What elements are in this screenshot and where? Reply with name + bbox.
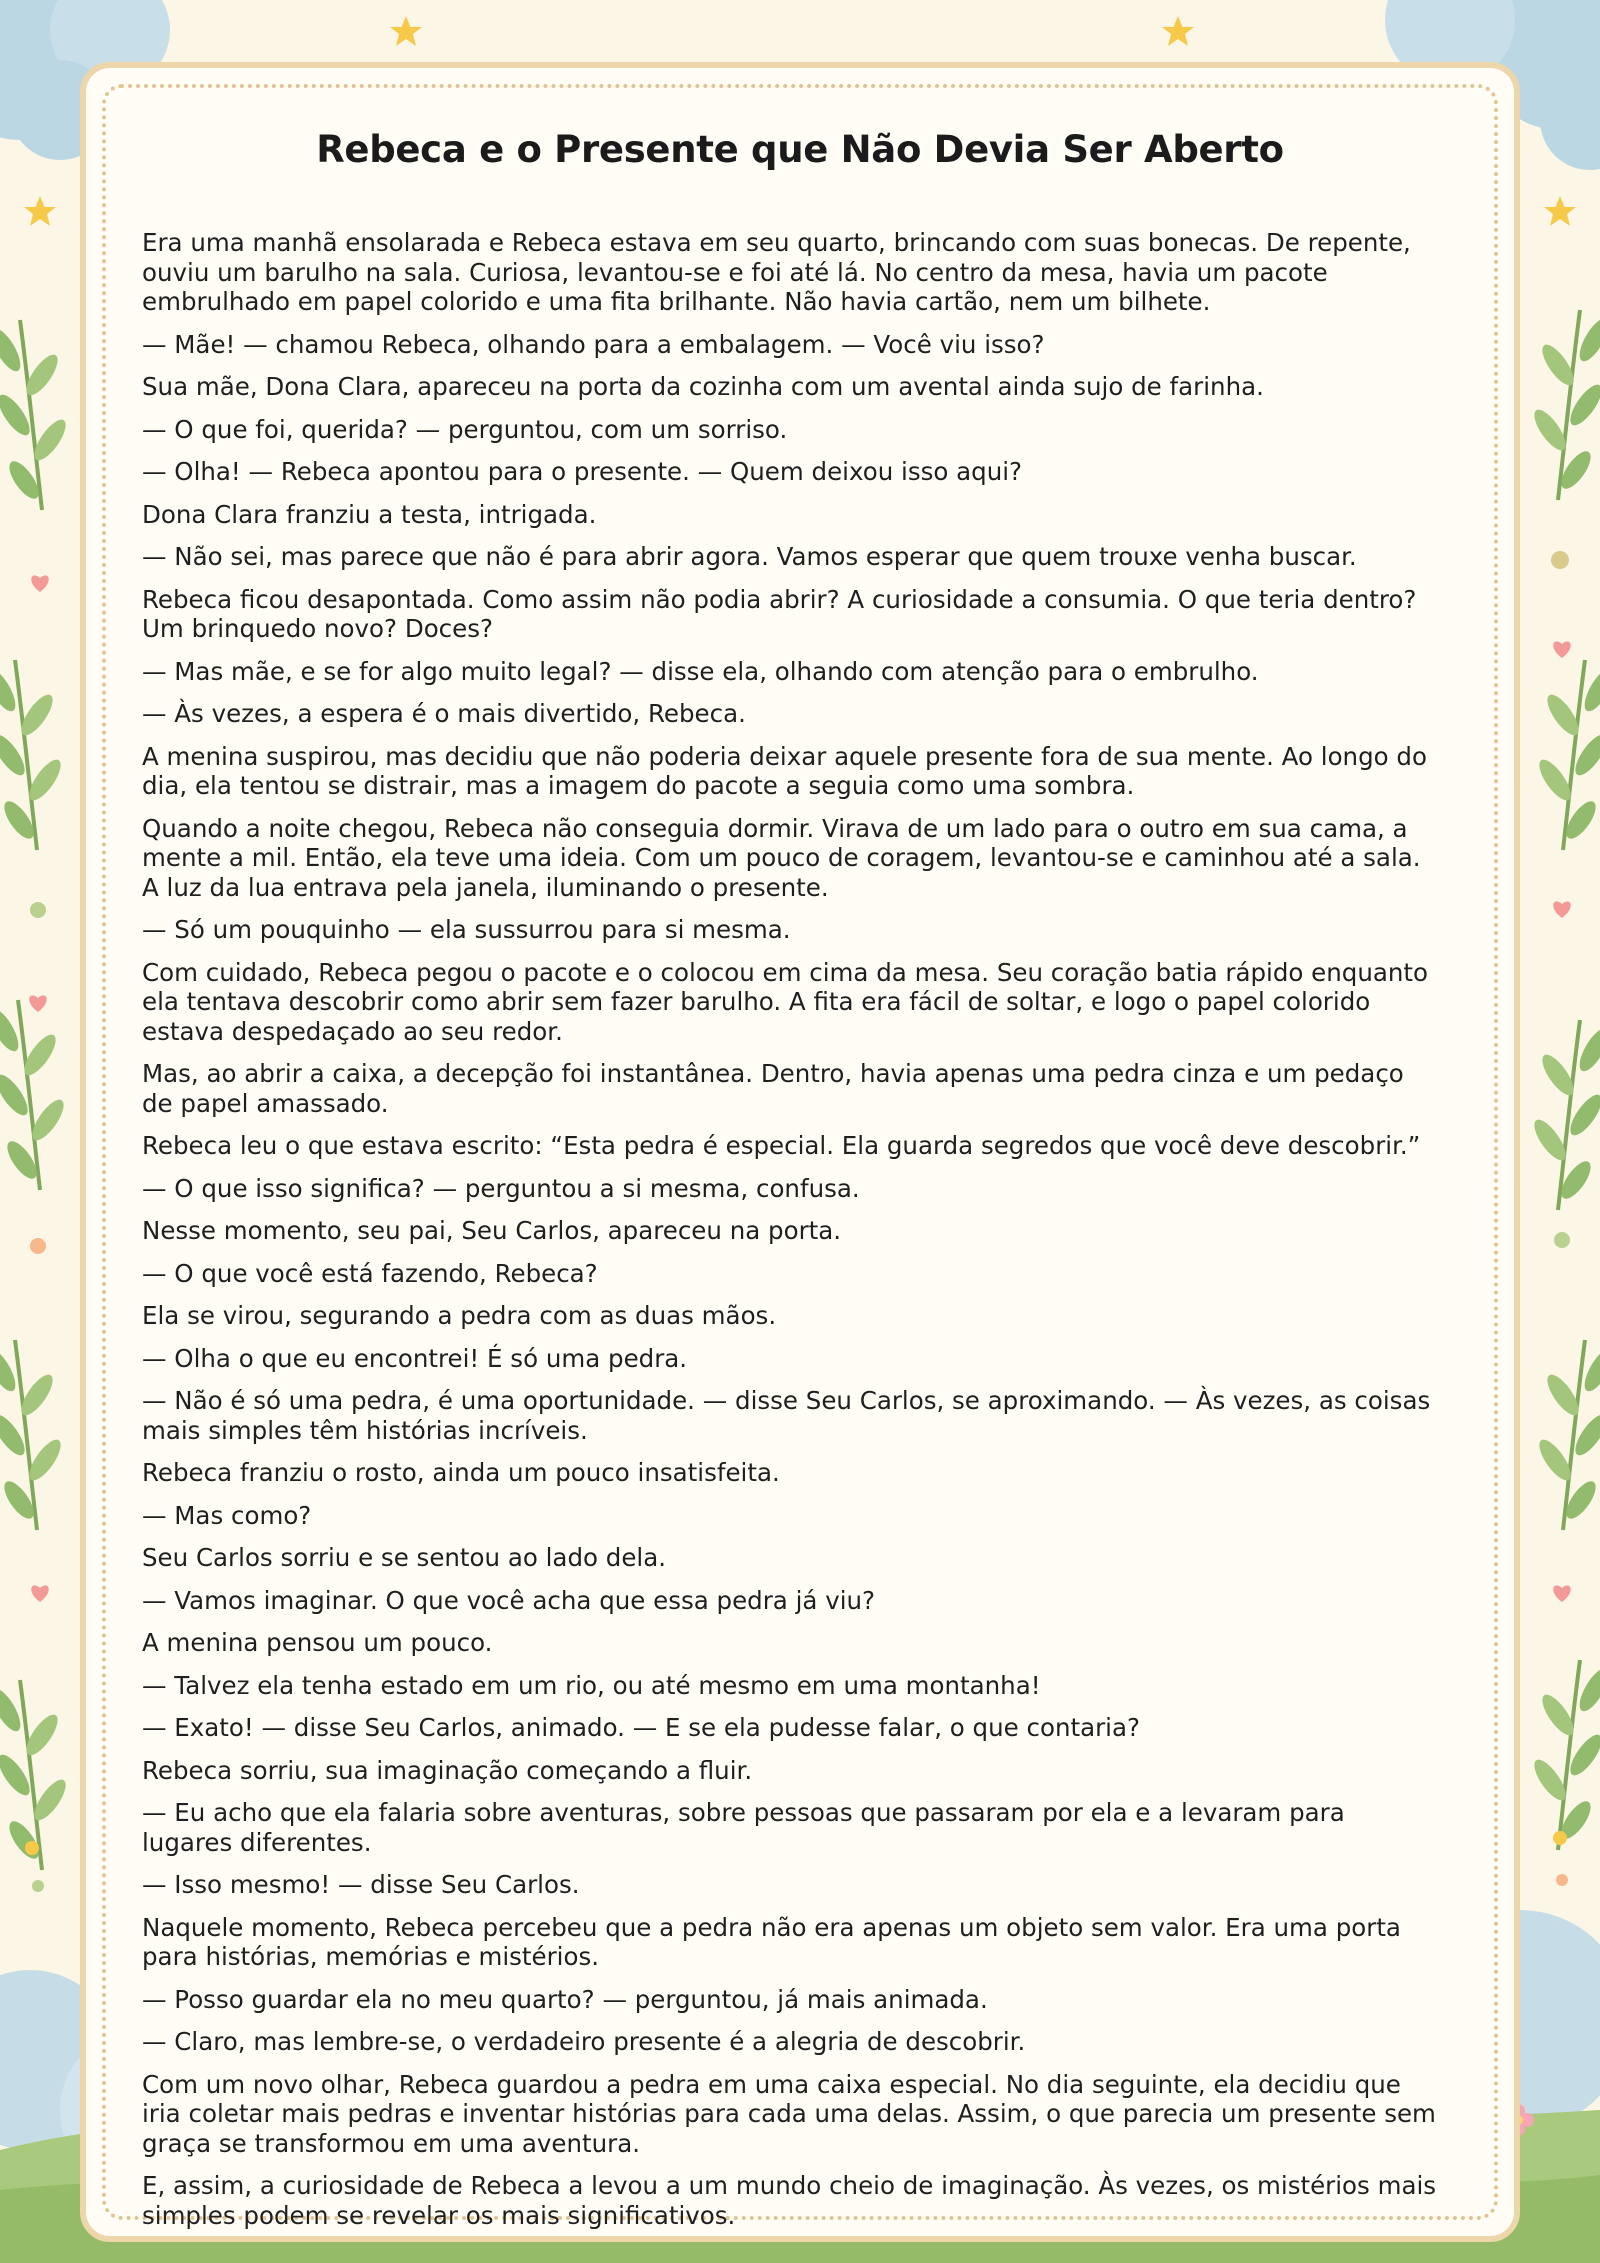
leaf-branch-icon (1534, 660, 1600, 850)
story-paragraph: Quando a noite chegou, Rebeca não conseguia dormir. Virava de um lado para o outro em sua cama, a mente a mil. Então, ela teve uma ideia. Com um pouco de coragem, levantou-se e caminhou até a sala. A luz da lua entrava pela janela, iluminando o presente. (142, 813, 1421, 902)
story-paragraph: A menina suspirou, mas decidiu que não poderia deixar aquele presente fora de sua mente. Ao longo do dia, ela tentou se distrair, mas a imagem do pacote a seguia como uma sombra. (142, 741, 1427, 800)
story-paragraph: Com cuidado, Rebeca pegou o pacote e o colocou em cima da mesa. Seu coração batia rápido enquanto ela tentava descobrir como abrir sem fazer barulho. A fita era fácil de soltar, e logo o papel colorido estava despedaçado ao seu redor. (142, 957, 1428, 1046)
leaf-branch-icon (0, 320, 71, 510)
story-paragraph: Com um novo olhar, Rebeca guardou a pedra em uma caixa especial. No dia seguinte, ela decidiu que iria coletar mais pedras e inventar histórias para cada uma delas. Assim, o que parecia um presente sem graça se transformou em uma aventura. (142, 2069, 1436, 2158)
story-paragraph: Rebeca sorriu, sua imaginação começando a fluir. (142, 1755, 753, 1785)
story-paragraph: — Posso guardar ela no meu quarto? — perguntou, já mais animada. (142, 1984, 988, 2014)
leaf-branch-icon (0, 1000, 69, 1190)
star-icon (390, 16, 422, 46)
story-paragraph: Nesse momento, seu pai, Seu Carlos, apareceu na porta. (142, 1216, 842, 1245)
heart-icon (31, 575, 48, 592)
story-paragraph: — Mãe! — chamou Rebeca, olhando para a embalagem. — Você viu isso? (142, 329, 1045, 359)
star-icon (1544, 196, 1576, 226)
story-paragraph: — Mas mãe, e se for algo muito legal? — disse ela, olhando com atenção para o embrulho. (142, 656, 1259, 686)
story-paragraph: — Vamos imaginar. O que você acha que essa pedra já viu? (142, 1585, 876, 1615)
story-paragraph: A menina pensou um pouco. (142, 1628, 493, 1657)
story-paragraph: Rebeca ficou desapontada. Como assim não podia abrir? A curiosidade a consumia. O que teria dentro? Um brinquedo novo? Doces? (142, 584, 1417, 643)
story-paragraph: — Exato! — disse Seu Carlos, animado. — E se ela pudesse falar, o que contaria? (142, 1713, 1140, 1742)
story-paragraph: — Não é só uma pedra, é uma oportunidade. — disse Seu Carlos, se aproximando. — Às vezes, as coisas mais simples têm histórias incríveis. (142, 1386, 1431, 1445)
story-paragraph: — Olha o que eu encontrei! É só uma pedra. (142, 1343, 688, 1373)
story-paragraph: — Às vezes, a espera é o mais divertido, Rebeca. (142, 699, 746, 728)
story-body (142, 228, 1442, 2243)
story-paragraph: — Mas como? (142, 1500, 312, 1530)
heart-icon (31, 1585, 48, 1602)
story-title: Rebeca e o Presente que Não Devia Ser Aberto (316, 128, 1284, 171)
story-paragraph: Sua mãe, Dona Clara, apareceu na porta da cozinha com um avental ainda sujo de farinha. (142, 372, 1264, 401)
leaf-branch-icon (1534, 1340, 1600, 1530)
story-paragraph: Mas, ao abrir a caixa, a decepção foi instantânea. Dentro, havia apenas uma pedra cinza e um pedaço de papel amassado. (142, 1059, 1404, 1118)
heart-icon (1553, 901, 1570, 918)
leaf-branch-icon (0, 660, 66, 850)
story-paragraph: — Olha! — Rebeca apontou para o presente. — Quem deixou isso aqui? (142, 457, 1023, 486)
story-paragraph: — Só um pouquinho — ela sussurrou para si mesma. (142, 915, 791, 944)
leaf-branch-icon (0, 1680, 71, 1870)
story-paragraph: Ela se virou, segurando a pedra com as duas mãos. (142, 1301, 777, 1330)
story-paragraph: — O que você está fazendo, Rebeca? (142, 1258, 598, 1288)
story-paragraph: Dona Clara franziu a testa, intrigada. (142, 499, 597, 529)
leaf-branch-icon (1529, 310, 1600, 500)
star-icon (24, 196, 56, 226)
leaf-branch-icon (1529, 1020, 1600, 1210)
heart-icon (1553, 1585, 1570, 1602)
story-paragraph: — Claro, mas lembre-se, o verdadeiro presente é a alegria de descobrir. (142, 2027, 1026, 2056)
star-icon (1162, 16, 1194, 46)
leaf-branch-icon (0, 1340, 66, 1530)
story-paragraph: — Talvez ela tenha estado em um rio, ou até mesmo em uma montanha! (142, 1670, 1041, 1700)
story-paragraph: — O que isso significa? — perguntou a si mesma, confusa. (142, 1173, 860, 1203)
story-paragraph: — Eu acho que ela falaria sobre aventuras, sobre pessoas que passaram por ela e a levaram para lugares diferentes. (142, 1798, 1345, 1857)
story-paragraph: — Não sei, mas parece que não é para abrir agora. Vamos esperar que quem trouxe venha buscar. (142, 542, 1357, 571)
leaf-branch-icon (1529, 1660, 1600, 1850)
heart-icon (1553, 641, 1570, 658)
story-paragraph: Rebeca leu o que estava escrito: “Esta pedra é especial. Ela guarda segredos que você deve descobrir.” (142, 1131, 1421, 1160)
story-paragraph: — O que foi, querida? — perguntou, com um sorriso. (142, 414, 788, 444)
story-paragraph: — Isso mesmo! — disse Seu Carlos. (142, 1870, 580, 1899)
story-paragraph: Rebeca franziu o rosto, ainda um pouco insatisfeita. (142, 1458, 780, 1487)
story-paragraph: Seu Carlos sorriu e se sentou ao lado dela. (142, 1543, 667, 1572)
heart-icon (29, 995, 46, 1012)
story-paragraph: Naquele momento, Rebeca percebeu que a pedra não era apenas um objeto sem valor. Era uma porta para histórias, memórias e mistérios. (142, 1912, 1401, 1971)
story-paragraph: E, assim, a curiosidade de Rebeca a levou a um mundo cheio de imaginação. Às vezes, os mistérios mais simples podem se revelar os mais significativos. (142, 2171, 1437, 2230)
story-paragraph: Era uma manhã ensolarada e Rebeca estava em seu quarto, brincando com suas bonecas. De repente, ouviu um barulho na sala. Curiosa, levantou-se e foi até lá. No centro da mesa, havia um pacote embrulhado em papel colorido e uma fita brilhante. Não havia cartão, nem um bilhete. (142, 228, 1411, 316)
